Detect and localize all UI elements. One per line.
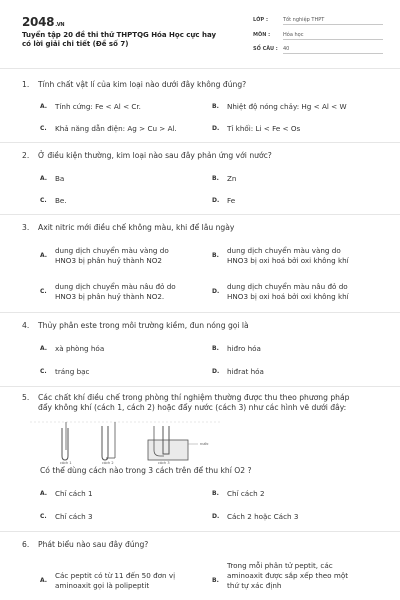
option-line: dung dịch chuyển màu nâu đỏ do (55, 282, 176, 291)
option-letter: D. (212, 197, 220, 204)
option-text (55, 571, 215, 591)
meta-subject-value: Hóa học (283, 32, 383, 40)
option-letter: A. (40, 175, 48, 182)
divider (0, 531, 400, 532)
question-6 (22, 540, 148, 550)
question-text: Phát biểu nào sau đây đúng? (38, 540, 149, 549)
question-4 (22, 321, 249, 331)
option-text: Tính cứng: Fe < Al < Cr. (55, 102, 141, 111)
option-letter: C. (40, 368, 47, 375)
option-line: Các peptit có từ 11 đến 50 đơn vị (55, 571, 176, 580)
question-2 (22, 151, 272, 161)
option-text: Chỉ cách 3 (55, 512, 93, 521)
question-number: 5. (22, 393, 30, 402)
meta-count (253, 45, 383, 56)
option-line: dung dịch chuyển màu vàng do (55, 246, 169, 255)
option-letter: D. (212, 513, 220, 520)
meta-class-value: Tốt nghiệp THPT (283, 17, 383, 25)
question-1 (22, 80, 246, 90)
figure-label-3: cách 3 (158, 461, 170, 464)
option-line: Trong mỗi phân tử peptit, các (227, 561, 333, 570)
question-5 (22, 393, 382, 413)
option-letter: A. (40, 103, 48, 110)
question-number: 4. (22, 321, 30, 330)
logo-suffix: .VN (55, 22, 65, 28)
option-text: Be. (55, 196, 67, 205)
option-letter: B. (212, 252, 219, 259)
document-title: Tuyển tập 20 đề thi thử THPTQG Hóa Học cực hay có lời giải chi tiết (Đề số 7) (22, 31, 217, 48)
divider (0, 142, 400, 143)
option-line-text: HNO3 bị phân huỷ thành NO2 (55, 256, 162, 265)
option-text: Tỉ khối: Li < Fe < Os (227, 124, 301, 133)
option-line: HNO3 bị phân huỷ thành NO2. (55, 292, 165, 301)
option-text: Cách 2 hoặc Cách 3 (227, 512, 299, 521)
option-letter: C. (40, 197, 47, 204)
option-line: HNO3 bị oxi hoá bởi oxi không khí (227, 292, 349, 301)
meta-subject-key: MÔN : (253, 32, 271, 38)
question-number: 3. (22, 223, 30, 232)
site-logo[interactable] (22, 15, 64, 29)
meta-count-key: SỐ CÂU : (253, 46, 278, 52)
option-text (55, 246, 205, 266)
option-line: dung dịch chuyển màu nâu đỏ do (227, 282, 348, 291)
option-text: Fe (227, 196, 236, 205)
option-letter: B. (212, 345, 219, 352)
question-text: Tính chất vật lí của kim loại nào dưới đây không đúng? (38, 80, 247, 89)
option-text (227, 246, 397, 266)
option-line: HNO3 bị oxi hoá bởi oxi không khí (227, 256, 349, 265)
option-text (227, 282, 397, 302)
option-letter: C. (40, 288, 47, 295)
option-letter: B. (212, 175, 219, 182)
option-letter: D. (212, 368, 220, 375)
method-2-apparatus (102, 422, 115, 460)
divider (0, 386, 400, 387)
question-text-line1: Các chất khí điều chế trong phòng thí nghiệm thường được thu theo phương pháp (38, 393, 350, 402)
question-number: 1. (22, 80, 30, 89)
option-letter: B. (212, 103, 219, 110)
method-3-apparatus (148, 426, 198, 460)
option-line: thứ tự xác định (227, 581, 282, 590)
option-letter: A. (40, 490, 48, 497)
option-line (55, 256, 205, 266)
option-letter: C. (40, 125, 47, 132)
meta-subject (253, 31, 383, 42)
option-line: aminoaxit gọi là polipeptit (55, 581, 150, 590)
question-5-followup: Có thể dùng cách nào trong 3 cách trên để thu khí O2 ? (40, 466, 252, 475)
option-letter: B. (212, 577, 219, 584)
divider (0, 68, 400, 69)
meta-class-key: LỚP : (253, 17, 268, 23)
figure-label-1: cách 1 (60, 461, 72, 464)
method-1-apparatus (62, 422, 68, 460)
divider (0, 214, 400, 215)
option-text: Ba (55, 174, 65, 183)
option-text: tráng bạc (55, 367, 90, 376)
gas-collection-figure (30, 420, 220, 464)
question-text: Ở điều kiện thường, kim loại nào sau đây phản ứng với nước? (38, 151, 272, 160)
option-line: aminoaxit được sắp xếp theo một (227, 571, 349, 580)
logo-text: 2048 (22, 15, 55, 29)
option-text: Chỉ cách 2 (227, 489, 265, 498)
meta-count-value: 40 (283, 46, 383, 54)
divider (0, 312, 400, 313)
option-text: Khả năng dẫn điện: Ag > Cu > Al. (55, 124, 177, 133)
question-number: 2. (22, 151, 30, 160)
option-line: dung dịch chuyển màu vàng do (227, 246, 341, 255)
option-letter: A. (40, 345, 48, 352)
question-3 (22, 223, 234, 233)
option-text (55, 282, 205, 302)
option-letter: B. (212, 490, 219, 497)
option-letter: D. (212, 125, 220, 132)
option-letter: A. (40, 252, 48, 259)
document-header (0, 0, 400, 68)
question-text: Thủy phân este trong môi trường kiềm, đun nóng gọi là (38, 321, 249, 330)
figure-label-water: nước (200, 442, 209, 446)
option-letter: D. (212, 288, 220, 295)
meta-class (253, 16, 383, 27)
option-text: xà phòng hóa (55, 344, 105, 353)
figure-label-2: cách 2 (102, 461, 114, 464)
option-text: hiđro hóa (227, 344, 261, 353)
question-number: 6. (22, 540, 30, 549)
question-text-line2: đẩy không khí (cách 1, cách 2) hoặc đẩy nước (cách 3) như các hình vẽ dưới đây: (38, 403, 347, 412)
option-letter: A. (40, 577, 48, 584)
option-text (227, 561, 397, 591)
option-text: Nhiệt độ nóng chảy: Hg < Al < W (227, 102, 347, 111)
question-text: Axit nitric mới điều chế không màu, khi để lâu ngày (38, 223, 235, 232)
option-text: Zn (227, 174, 237, 183)
option-text: Chỉ cách 1 (55, 489, 93, 498)
option-letter: C. (40, 513, 47, 520)
option-text: hiđrat hóa (227, 367, 264, 376)
